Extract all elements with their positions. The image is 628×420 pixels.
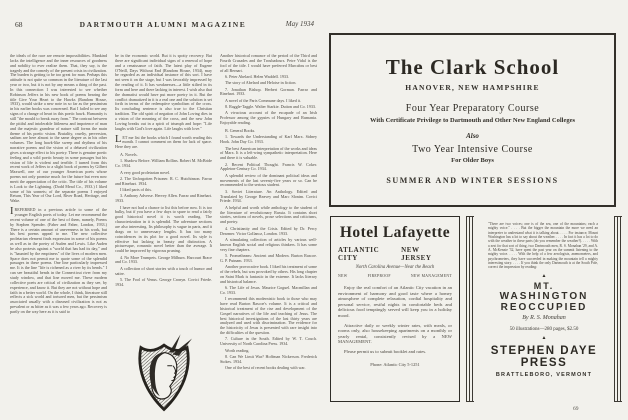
- clark-school-ad: [329, 33, 616, 207]
- stephen-daye-content: [478, 216, 610, 402]
- hotel-address: North Carolina Avenue—Near the Beach: [355, 265, 435, 270]
- hotel-state: NEW JERSEY: [401, 246, 432, 262]
- paragraph: A vivacious account of the escapade of an Irish Professor among the gypsies of Hungary and Rumania. Enjoyable reading.: [220, 110, 317, 126]
- paragraph: One of the best of recent books dealing with war.: [225, 365, 306, 371]
- clark-school-title: The Clark School: [385, 55, 560, 79]
- paragraph: A novel of the Paris Commune days. I liked it.: [225, 97, 302, 103]
- paragraph: Another historical romance of the period of the Third and Fourth Crusades and the Troubadours. Peire Vidal is the fool of the title. I would have preferred Marcabru or best of all Bernart.: [220, 54, 317, 73]
- paragraph: 6. Peter Abelard. Helen Waddell. 1933.: [225, 73, 290, 79]
- paragraph: 1. Towards the Understanding of Karl Marx. Sidney Hook. John Day Co. 1933.: [220, 134, 317, 145]
- pillar-decoration-left: [466, 216, 474, 402]
- indian-head-illustration: [125, 329, 203, 416]
- paragraph: 6. The Life of Jesus. Maurice Goguel. Macmillan and Co. 1933.: [220, 284, 317, 295]
- stephen-daye-press-ad: [466, 216, 622, 402]
- paragraph: A very good proletarian novel.: [120, 169, 171, 175]
- paragraph: I liked parts of this.: [120, 187, 152, 193]
- page-number-right: 69: [573, 406, 579, 412]
- issue-date: May 1934: [285, 20, 314, 28]
- article-column-3: [220, 54, 317, 416]
- paragraph: 4. No More Trumpets. George Milburn. Harcourt Brace and Co. 1933.: [115, 254, 212, 265]
- triangle-icon: ▲: [541, 336, 547, 342]
- paragraph: The best American interpretation of the works and ideas of Marx. It is a left-wing sympathetic interpretation. Here and there it is valuable.: [220, 145, 317, 161]
- paragraph: 2. Recent Political Thought. Francis W. Coker. Appleton-Century Co. 1934.: [220, 161, 317, 172]
- paragraph: I recommend this modernistic book to those who may have read Burton Rascoe's volume. It is a critical and historical treatment of the rise and development of the Gospel narratives of the life and teaching of Jesus. The best historical investigations of the last thirty years are analyzed and used with discrimination. The evidence for the historicity of Jesus is presented with rare insight into the difficulties of the question.: [220, 296, 317, 336]
- hotel-tag-fireproof: FIREPROOF: [367, 274, 391, 278]
- hotel-phone: Phone: Atlantic City 5-1251: [370, 361, 420, 367]
- paragraph: 5. The Fool of Venus. George Cronyn. Covici Friede. 1934.: [115, 276, 212, 287]
- clark-school-sessions: SUMMER AND WINTER SESSIONS: [386, 176, 559, 185]
- book-details: 50 illustrations—280 pages, $2.50: [509, 327, 579, 333]
- hotel-lafayette-city-state: [338, 246, 452, 262]
- clark-school-older-boys: For Older Boys: [451, 157, 494, 164]
- triangle-icon: ▲: [541, 273, 547, 279]
- clark-school-course2: Two Year Intensive Course: [412, 144, 533, 155]
- pillar-decoration-right: [614, 216, 622, 402]
- paragraph: I have not had a chance to list this before now. It is too bulky, but if you have a few days to spare to read a fairly good historical novel it is worth reading. The characterization in it is splendid. The adventure sections are also interesting. Its philosophy is vague in parts, and it drags on to unnecessary lengths. It has too many coincidences in its plot for a good novel. Its style is effective but lacking in beauty and distinction. A picturesque, romantic novel better than the average. It could be improved by vigorous pruning.: [115, 204, 212, 254]
- hotel-body-3: Please permit us to submit booklet and rates.: [344, 348, 427, 354]
- page-header: [10, 18, 316, 34]
- hotel-tag-management: NEW MANAGEMENT: [410, 274, 452, 278]
- book-byline: By R. S. Monahan: [522, 315, 566, 322]
- paragraph: A collection of short stories with a touch of humor and satire.: [115, 265, 212, 276]
- mt-washington-quote: "There are two voices; one is of the sea, one of the mountains; each a mighty voice." . . . . But the bigger the mountain the more we need an interpreter to understand what it is talking about. . . . . For instance, Mount Washington has a lot to say about the weather. . . . . In fact it has a lot to do with the weather in these parts (do you remember the weather?). . . . . With a zest for that sort of thing, two Dartmouth men, R. S. Monahan '29, and A. A. McKenzie '32, have spent the past year on the summit listening to the mighty voice. . . . . With the help of a few aerologists, anemometers, and psychrometers, they have succeeded in making the mountain tell a mighty interesting story. . . . . If you think the only Dartmouth is at the South Pole, correct the impression by reading:: [488, 222, 598, 270]
- paragraph: 3. Soviet Literature. An Anthology. Edited and Translated by George Reavey and Marc Slonim. Covici Friede. 1934.: [220, 188, 317, 204]
- book-title-line2: WASHINGTON: [499, 291, 589, 303]
- article-page: [10, 18, 316, 416]
- hotel-city: ATLANTIC CITY: [338, 246, 380, 262]
- paragraph: A. Novels.: [120, 152, 138, 158]
- paragraph: B. General Books.: [225, 127, 256, 133]
- paragraph: A splendid review of the dominant political ideas and movements of the last seventy-five years or so. Can be recommended to the serious student.: [220, 172, 317, 188]
- clark-school-certificate: With Certificate Privilege to Dartmouth and Other New England Colleges: [369, 117, 576, 124]
- clark-school-course1: Four Year Preparatory Course: [405, 103, 540, 114]
- paragraph: 2. The Unforgotten Prisoner. R. C. Hutchinson. Farrar and Rinehart. 1934.: [115, 175, 212, 186]
- paragraph: Worth reading.: [225, 347, 250, 353]
- book-title-line1: MT.: [533, 280, 555, 291]
- indian-head-emblem-icon: [131, 332, 197, 416]
- paragraph: Another provocative book. I liked his treatment of some of the rebels, but was provoked by others. His long chapter on Saint Mark is fantastic in the extreme. It lacks literary and historical balance.: [220, 264, 317, 284]
- paragraph: A stimulating collection of articles by various well-known English social and religious thinkers. It has some very fine chapters.: [220, 236, 317, 252]
- paragraph: 8. Raggle-Taggle. Walter Starkie. Dutton and Co. 1933.: [225, 104, 316, 110]
- publisher-location: BRATTLEBORO, VERMONT: [495, 372, 593, 379]
- paragraph: A helpful and worth while anthology to the student of the literature of revolutionary Russia. It contains short stories, sections of novels, prose selections and criticisms, and poetry.: [220, 204, 317, 225]
- article-column-1: [10, 54, 107, 416]
- article-column-2-text: [115, 54, 212, 288]
- paragraph: the ideals of the race are remote impossibilities. Mankind lacks the intelligence and the inner resources of goodness and nobility to ever realize them. That, they say, is the tragedy and the comedy of the present crisis in civilization. The burden is getting to be too great for man. Perhaps this attitude is not quite so common in the literature of the last year or two, but it is not by any means a thing of the past. In this connection I was interested to see whether Robinson Jeffers in his new book of poems bearing the title Give Your Heart to the Hawks (Random House, 1933), would strike a new note in so far as the pessimism in his earlier books was concerned. But I failed to see any signs of a change of heart in this poetic hawk. Humanity is still "the mould to break away from." The contrast between the pitiful and intolerable littleness and impotence of man and the majestic grandeur of nature still forms the main theme of his poetic vision. Brutality, cruelty, perversion, sadism are here almost to the same degree as in his other volumes. The long hawk-like sweep and rhythms of his narrative poems and the vision of a debased civilization gives a strange effect to his poetry. There is genuine poetic feeling and a wild poetic beauty in some passages but his vision of life is violent and terrible. I turned from this recent work of Jeffers to a slight book of poems by Gilbert Maxwell, one of our younger American poets whose poems not only promise much for the future but even now merit the appreciation of the critic. The title of his volume is Look to the Lightning. (Dodd Mead Co., 1933.) I liked some of his sonnets; of the separate poems I enjoyed Return, This Year of Our Lord, River Road, Heritage, and Wake.: [10, 54, 107, 204]
- clark-school-location: HANOVER, NEW HAMPSHIRE: [405, 83, 540, 92]
- hotel-tag-new: NEW: [338, 274, 348, 278]
- paragraph: 7. Jonathan Bishop. Herbert Gorman. Farrar and Rinehart. 1933.: [220, 86, 317, 97]
- magazine-title: DARTMOUTH ALUMNI MAGAZINE: [79, 20, 247, 29]
- paragraph: LET me list the books which I found worth reading this month. I cannot comment on them for lack of space. Here they are.: [115, 133, 212, 150]
- paragraph: 5. Prometheans: Ancient and Modern. Burton Rascoe. G. P. Putnam. 1933.: [220, 252, 317, 263]
- paragraph: The story of Abelard and Heloise in fiction.: [225, 80, 297, 86]
- publisher-name: STEPHEN DAYE PRESS: [490, 345, 598, 370]
- hotel-tags: [338, 274, 452, 278]
- paragraph: 7. Culture in the South. Edited by W. T. Couch. University of North Carolina Press. 1934.: [220, 336, 317, 347]
- paragraph: 4. Christianity and the Crisis. Edited by Dr. Percy Dearmer. Victor Gollancz, London. 1933.: [220, 225, 317, 236]
- hotel-body-2: Attractive daily or weekly winter rates, with meals, or rooms only, also housekeeping apartments on a monthly or yearly rental, consistently revised by a NEW MANAGEMENT.: [338, 322, 452, 345]
- clark-school-also: Also: [466, 132, 479, 140]
- paragraph: be in the economic world. But it is spotty recovery. But there are significant individual signs of a renewal of hope and a renaissance of faith. The latest play of Eugene O'Neill, Days Without End (Random House, 1934), may be regarded as an individual instance of this sort. I have not seen it on the stage, but I was favorably impressed by the reading of it. It has weaknesses—a little stilted in its form and here and there lacking in interest. I wish also that the dramatist would have put more poetry in it. But the conflict dramatized in it is a real one and the solution is set forth in terms of the redemptive symbolism of the cross. Its concluding sentence is also true to the Christian tradition. The old spirit of negation of John Loving dies in a vision of the meaning of the cross, and the new John Loving breaks out in a spirit of triumph and hope: "Life laughs with God's love again. Life laughs with love.": [115, 54, 212, 131]
- article-columns: [10, 54, 317, 416]
- paragraph: 1. Shadow Before. William Rollins. Robert M. McBride Co. 1934.: [115, 158, 212, 169]
- paragraph: 8. Can We Limit War? Hoffman Nickerson. Frederick Stokes. 1934.: [220, 353, 317, 364]
- advertisements-page: [322, 18, 622, 416]
- hotel-lafayette-ad: [330, 216, 460, 402]
- book-title-line3: REOCCUPIED: [500, 302, 588, 314]
- paragraph: IREFERRED in a previous article to some of the younger English poets of today. Let me recommend the recent volume of one of the best of them, namely, Poems by Stephen Spender. (Faber and Faber, London, 1933.) There is a certain amount of unevenness in his work, but his best poems appeal to me. The new collective proletarian element finds expression in some of his poems as well as in the poetry of Auden and Lewis. Like Auden he also protests against a "world that has had its day," and is "haunted by the emptiness" of the lives of modern men. Space does not permit me to quote some of the splendid passages in these poems. One line particularly impressed me. It is the line "life is richened as a river by its bends." I can see beautiful bends in the Connecticut river from my study window, and that line moved me. These modern collective poets are critical of civilization as they see, by experience, and know it. But they are not without hope and faith in a better world. On the whole, I think, literature still reflects a sick world and tortured men, but the pessimism associated usually with a diseased civilization is not as prevalent or as bitter as it was a few years ago. Recovery is partly on the way here as it is said to: [10, 206, 107, 314]
- hotel-lafayette-title: Hotel Lafayette: [339, 224, 451, 241]
- page-number: 68: [15, 20, 23, 29]
- paragraph: 3. Anthony Adverse. Hervey Allen. Farrar and Rinehart. 1933.: [115, 193, 212, 204]
- article-column-2: [115, 54, 212, 416]
- hotel-body-1: Enjoy the real comfort of an Atlantic City vacation in an environment of harmony and good taste where a homey atmosphere of complete relaxation, cordial hospitality and personal service, restful nights in comfortable beds and delicious food temptingly served will keep you in a holiday mood.: [338, 285, 452, 318]
